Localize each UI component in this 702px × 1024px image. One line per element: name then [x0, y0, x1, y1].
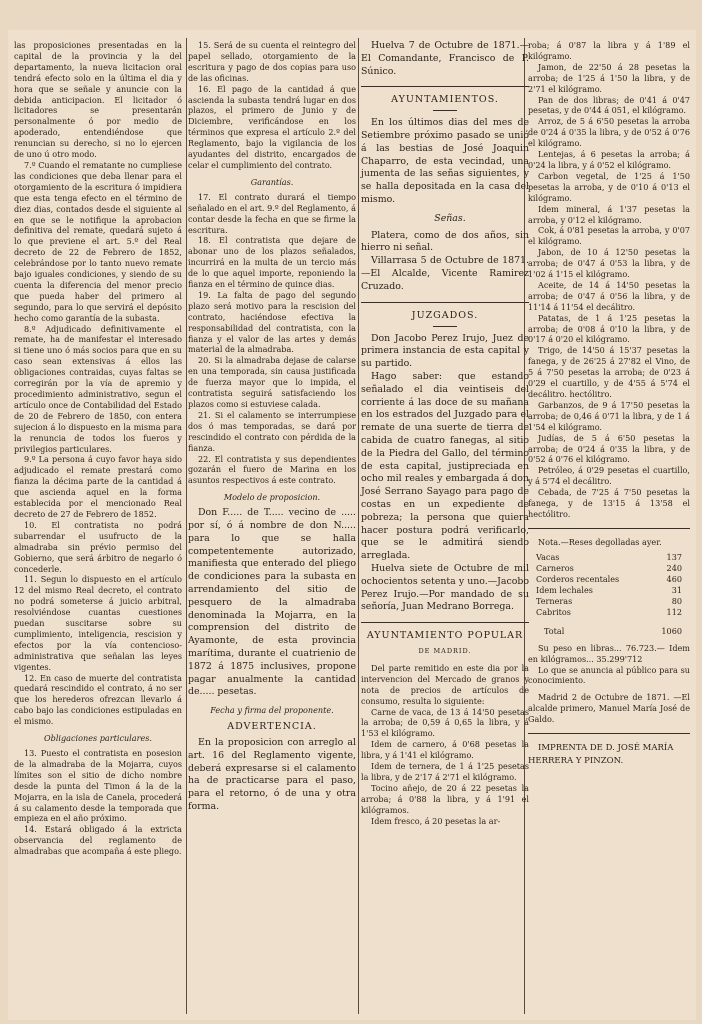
- section-heading: Obligaciones particulares.: [44, 733, 152, 744]
- price-item: Tocino añejo, de 20 á 22 pesetas la arroba; á 0'88 la libra, y á 1'91 el kilógramos.: [361, 782, 529, 815]
- reses-value: 240: [666, 562, 682, 573]
- paragraph: 19. La falta de pago del segundo plazo será motivo para la rescision del contrato, haciéndose efectiva la responsabilidad del contratista, con la fianza y el valor de las artes y demás material de la almadraba.: [188, 289, 356, 355]
- price-item: Lentejas, á 6 pesetas la arroba; á 0'24 la libra, y á 0'52 el kilógramo.: [528, 149, 690, 170]
- reses-value: 80: [671, 595, 682, 606]
- column-1: [14, 40, 182, 857]
- price-item: Patatas, de 1 á 1'25 pesetas la arroba; de 0'08 á 0'10 la libra, y de 0'17 á 0'20 el kilógramo.: [528, 312, 690, 345]
- madrid-subheading: DE MADRID.: [418, 647, 472, 655]
- reses-total: [528, 626, 690, 637]
- signature-line: Huelva 7 de Octubre de 1871.—El Comandante, Francisco de P. Súnico.: [361, 40, 529, 77]
- section-heading: Modelo de proposicion.: [223, 492, 321, 503]
- ayuntamiento-popular-heading: AYUNTAMIENTO POPULAR: [366, 630, 524, 642]
- column-4: [528, 40, 690, 768]
- price-item: Petróleo, á 0'29 pesetas el cuartillo, y á 5'74 el decálitro.: [528, 465, 690, 487]
- price-item: Judías, de 5 á 6'50 pesetas la arroba; de 0'24 á 0'35 la libra, y de 0'52 á 0'76 el kilógramo.: [528, 432, 690, 465]
- column-rule: [186, 38, 187, 1014]
- price-item: Jabon, de 10 á 12'50 pesetas la arroba; de 0'47 á 0'53 la libra, y de 1'02 á 1'15 el kilógramo.: [528, 247, 690, 280]
- paragraph: 10. El contratista no podrá subarrendar el usufructo de la almadraba sin prévio permiso del Gobierno, que será árbitro de negarlo ó concederle.: [14, 519, 182, 574]
- section-heading: Señas.: [434, 212, 466, 224]
- reses-value: 460: [666, 573, 682, 584]
- paragraph: 14. Estará obligado á la extricta observancia del reglamento de almadrabas que acompaña á este pliego.: [14, 824, 182, 857]
- section-rule: [528, 733, 690, 734]
- column-2: [188, 40, 356, 814]
- nota-heading: Nota.—Reses degolladas ayer.: [538, 536, 662, 547]
- paragraph: En la proposicion con arreglo al art. 16 del Reglamento vigente, deberá expresarse si el calamento ha de practicarse para el paso, para el retorno, ó de una y otra forma.: [188, 736, 356, 812]
- paragraph: Lo que se anuncia al público para su conocimiento.: [528, 664, 690, 686]
- paragraph: 18. El contratista que dejare de abonar uno de los plazos señalados, incurrirá en la multa de un tercio más de lo que aquel importe, reponiendo la fianza en el término de quince dias.: [188, 235, 356, 290]
- section-heading: Fecha y firma del proponente.: [210, 705, 334, 716]
- section-rule: [361, 86, 529, 87]
- paragraph: Su peso en libras... 76.723.— Idem en kilógramos... 35.299'712: [528, 642, 690, 664]
- paragraph: Huelva siete de Octubre de mil ochocientos setenta y uno.—Jacobo Perez Irujo.—Por mandado de su señoría, Juan Medrano Borrega.: [361, 562, 529, 613]
- reses-table: [528, 552, 690, 618]
- reses-value: 112: [666, 606, 682, 617]
- ayuntamientos-heading: AYUNTAMIENTOS.: [391, 94, 499, 106]
- reses-name: Cabritos: [536, 606, 571, 617]
- price-item: Cebada, de 7'25 á 7'50 pesetas la fanega, y de 13'15 á 13'58 el hectólitro.: [528, 487, 690, 519]
- column-rule: [358, 38, 359, 1014]
- section-rule: [528, 528, 690, 529]
- price-item: Idem de ternera, de 1 á 1'25 pesetas la libra, y de 2'17 á 2'71 el kilógramo.: [361, 761, 529, 782]
- column-3: [361, 40, 529, 827]
- table-row: [528, 552, 690, 563]
- price-item: Carne de vaca, de 13 á 14'50 pesetas la arroba; de 0,59 á 0,65 la libra, y á 1'53 el kilógramo.: [361, 706, 529, 739]
- section-rule: [361, 302, 529, 303]
- paragraph: 15. Será de su cuenta el reintegro del papel sellado, otorgamiento de la escritura y pago de dos copias para uso de las oficinas.: [188, 40, 356, 83]
- reses-name: Terneras: [536, 595, 573, 606]
- section-rule: [361, 622, 529, 623]
- paragraph: Platera, como de dos años, sin hierro ni señal.: [361, 229, 529, 254]
- advertencia-heading: ADVERTENCIA.: [227, 721, 317, 733]
- price-item: Idem de carnero, á 0'68 pesetas la libra, y á 1'41 el kilógramo.: [361, 739, 529, 761]
- price-item: Garbanzos, de 9 á 17'50 pesetas la arroba; de 0,46 á 0'71 la libra, y de 1 á 1'54 el kilógramo.: [528, 399, 690, 432]
- table-row: [528, 607, 690, 618]
- paragraph: Don Jacobo Perez Irujo, Juez de primera instancia de esta capital y su partido.: [361, 332, 529, 370]
- price-item: Pan de dos libras; de 0'41 á 0'47 pesetas, y de 0'44 á 051, el kilógramo.: [528, 94, 690, 116]
- newspaper-page: [8, 30, 696, 1020]
- price-item: Cok, á 0'81 pesetas la arroba, y 0'07 el kilógramo.: [528, 225, 690, 247]
- total-label: Total: [544, 625, 565, 636]
- paragraph: las proposiciones presentadas en la capital de la provincia y la del departamento, la nueva licitacion oral tendrá efecto solo en la última el dia y hora que se señale y anuncie con la debida anticipacion. El licitador ó licitadores se presentarán personalmente ó por medio de apoderado, entendiéndose que renuncian su derecho, si no lo ejercen de uno ú otro modo.: [14, 40, 182, 160]
- signature-line: Madrid 2 de Octubre de 1871. —El alcalde primero, Manuel María José de Galdo.: [528, 692, 690, 725]
- reses-value: 137: [666, 551, 682, 562]
- table-row: [528, 563, 690, 574]
- paragraph: 16. El pago de la cantidad á que ascienda la subasta tendrá lugar en dos plazos, el primero de Junio y de Diciembre, verificándose en los términos que expresa el artículo 2.º del Reglamento, bajo la vigilancia de los ayudantes del distrito, encargados de celar el cumplimiento del contrato.: [188, 83, 356, 170]
- paragraph: 9.º La persona á cuyo favor haya sido adjudicado el remate prestará como fianza la décima parte de la cantidad á que ascienda aquel en la forma establecida por el mencionado Real decreto de 27 de Febrero de 1852.: [14, 454, 182, 519]
- price-item: Carbon vegetal, de 1'25 á 1'50 pesetas la arroba, y de 0'10 á 0'13 el kilógramo.: [528, 170, 690, 203]
- paragraph: 21. Si el calamento se interrumpiese dos ó mas temporadas, se dará por rescindido el contrato con pérdida de la fianza.: [188, 409, 356, 453]
- paragraph: Don F..... de T..... vecino de ..... por sí, ó á nombre de don N..... para lo que se halla competentemente autorizado, manifiesta que enterado del pliego de condiciones para la subasta en arrendamiento del sitio de pesquero de la almadraba denominada la Mojarra, en la comprension del distrito de Ayamonte, de esta provincia marítima, durante el cuatrienio de 1872 á 1875 inclusives, propone pagar anualmente la cantidad de..... pesetas.: [188, 507, 356, 698]
- paragraph: 22. El contratista y sus dependientes gozarán el fuero de Marina en los asuntos respectivos á este contrato.: [188, 453, 356, 486]
- paragraph: En los últimos dias del mes de Setiembre próximo pasado se unió á las bestias de José Joaquin Chaparro, de esta vecindad, una jumenta de las señas siguientes, y se halla depositada en la casa del mismo.: [361, 117, 529, 206]
- price-item: Aceite, de 14 á 14'50 pesetas la arroba; de 0'47 á 0'56 la libra, y de 11'14 á 11'54 el decálitro.: [528, 279, 690, 312]
- heading-rule: [433, 110, 457, 111]
- reses-name: Idem lechales: [536, 584, 593, 595]
- price-item: Idem fresco, á 20 pesetas la ar-: [371, 815, 501, 826]
- table-row: [528, 596, 690, 607]
- table-row: [528, 585, 690, 596]
- table-row: [528, 574, 690, 585]
- reses-value: 31: [671, 584, 682, 595]
- signature-line: Villarrasa 5 de Octubre de 1871.—El Alcalde, Vicente Ramirez Cruzado.: [361, 255, 529, 292]
- paragraph: 17. El contrato durará el tiempo señalado en el art. 9.º del Reglamento, á contar desde la fecha en que se firme la escritura.: [188, 191, 356, 235]
- price-item: roba; á 0'87 la libra y á 1'89 el kilógramo.: [528, 40, 690, 61]
- paragraph: 12. En caso de muerte del contratista quedará rescindido el contrato, á no ser que los herederos ofrezcan llevarlo á cabo bajo las condiciones estipuladas en el mismo.: [14, 672, 182, 727]
- reses-name: Corderos recentales: [536, 573, 620, 584]
- reses-name: Vacas: [536, 551, 560, 562]
- price-item: Idem mineral, á 1'37 pesetas la arroba, y 0'12 el kilógramo.: [528, 203, 690, 225]
- price-item: Trigo, de 14'50 á 15'37 pesetas la fanega, y de 26'25 á 27'82 el Vino, de 5 á 7'50 pesetas la arroba; de 0'23 á 0'29 el cuartillo, y de 4'55 á 5'74 el decálitro. hectólitro.: [528, 345, 690, 399]
- price-item: Jamon, de 22'50 á 28 pesetas la arroba; de 1'25 á 1'50 la libra, y de 2'71 el kilógramo.: [528, 61, 690, 94]
- paragraph: 20. Si la almadraba dejase de calarse en una temporada, sin causa justificada de fuerza mayor que lo impida, el contratista seguirá satisfaciendo los plazos como si estuviese calada.: [188, 355, 356, 409]
- paragraph: Del parte remitido en este dia por la intervencion del Mercado de granos y nota de precios de artículos de consumo, resulta lo siguiente:: [361, 662, 529, 706]
- imprenta-footer: IMPRENTA DE D. JOSÉ MARÍA HERRERA Y PINZON.: [528, 743, 674, 767]
- reses-name: Carneros: [536, 562, 574, 573]
- total-value: 1060: [661, 625, 682, 636]
- juzgados-heading: JUZGADOS.: [411, 309, 479, 321]
- paragraph: 11. Segun lo dispuesto en el artículo 12 del mismo Real decreto, el contrato no podrá someterse á juicio arbitral, resolviéndose cuantas cuestiones puedan suscitarse sobre su cumplimiento, inteligencia, rescision y efectos por la vía contencioso-administrativa que señalan las leyes vigentes.: [14, 574, 182, 672]
- section-heading: Garantías.: [250, 176, 294, 187]
- price-item: Arroz, de 5 á 6'50 pesetas la arroba de 0'24 á 0'35 la libra, y de 0'52 á 0'76 el kilógramo.: [528, 116, 690, 149]
- paragraph: 8.º Adjudicado definitivamente el remate, ha de manifestar el interesado si tiene uno ó más socios para que en su caso sean extensivas á ellos las obligaciones contraidas, cuyas faltas se corregirán por la vía de apremio y procedimiento administrativo, segun el artículo once de Contabilidad del Estado de 20 de Febrero de 1850, con entera sujecion á lo dispuesto en la misma para la renuncia de todos los fueros y privilegios particulares.: [14, 323, 182, 454]
- heading-rule: [433, 326, 457, 327]
- paragraph: Hago saber: que estando señalado el dia veintiseis del corriente á las doce de su mañana en los estrados del Juzgado para el remate de una suerte de tierra de cabida de cuatro fanegas, al sitio de la Piedra del Gallo, del término de esta capital, justipreciada en ocho mil reales y embargada á don José Serrano Sayago para pago de costas en un expediente de pobreza; la persona que quiera hacer postura podrá verificarlo, que se le admitirá siendo arreglada.: [361, 370, 529, 562]
- paragraph: 13. Puesto el contratista en posesion de la almadraba de la Mojarra, cuyos límites son el sitio de dicho nombre desde la punta del Timon á la de la Mojarra, en la isla de Canela, procederá á su calamento desde la temporada que empieza en el año próximo.: [14, 748, 182, 824]
- paragraph: 7.º Cuando el rematante no cumpliese las condiciones que deba llenar para el otorgamiento de la escritura ó impidiera que esta tenga efecto en el término de diez dias, contados desde el siguiente al en que se le notifique la aprobacion definitiva del remate, quedará sujeto á lo que previene el art. 5.º del Real decreto de 22 de Febrero de 1852, celebrándose por lo tanto nuevo remate bajo iguales condiciones, y siendo de su cuenta la diferencia del menor precio que pueda haber del primero al segundo, para lo que servirá el depósito hecho como garantía de la subasta.: [14, 159, 182, 323]
